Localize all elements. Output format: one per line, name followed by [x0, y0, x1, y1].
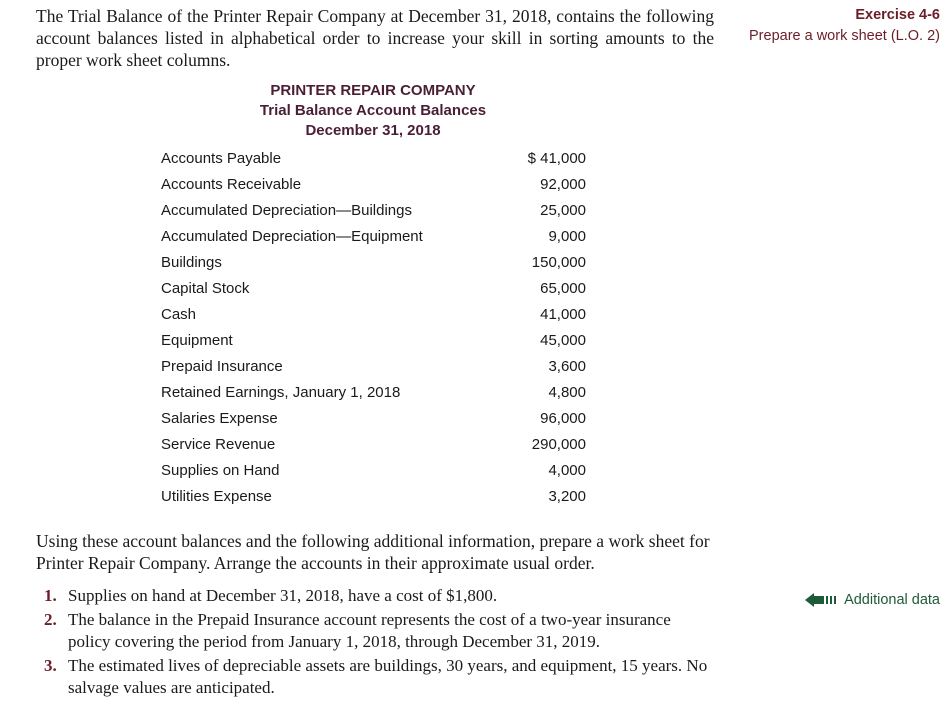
account-name: Capital Stock: [161, 279, 250, 297]
account-amount: 3,200: [548, 487, 586, 505]
account-amount: 25,000: [540, 201, 586, 219]
statement-date: December 31, 2018: [305, 122, 441, 139]
company-name: PRINTER REPAIR COMPANY: [270, 82, 476, 99]
account-name: Supplies on Hand: [161, 461, 280, 479]
item-number: 3.: [44, 656, 57, 675]
table-row: [161, 379, 591, 405]
table-row: [161, 431, 591, 457]
account-name: Utilities Expense: [161, 487, 272, 505]
account-amount: $ 41,000: [527, 149, 586, 167]
account-amount: 92,000: [540, 175, 586, 193]
table-row: [161, 249, 591, 275]
table-row: [161, 145, 591, 171]
account-name: Retained Earnings, January 1, 2018: [161, 383, 401, 401]
table-row: [161, 171, 591, 197]
account-name: Equipment: [161, 331, 233, 349]
statement-title: Trial Balance Account Balances: [259, 102, 487, 119]
item-number: 2.: [44, 610, 57, 629]
account-name: Prepaid Insurance: [161, 357, 283, 375]
exercise-objective: Prepare a work sheet (L.O. 2): [749, 28, 940, 44]
account-amount: 4,000: [548, 461, 586, 479]
table-row: [161, 353, 591, 379]
list-item: [44, 609, 716, 653]
table-row: [161, 327, 591, 353]
table-row: [161, 483, 591, 509]
table-row: [161, 197, 591, 223]
account-name: Buildings: [161, 253, 222, 271]
table-row: [161, 457, 591, 483]
account-name: Service Revenue: [161, 435, 276, 453]
account-amount: 150,000: [531, 253, 586, 271]
account-amount: 4,800: [548, 383, 586, 401]
account-amount: 45,000: [540, 331, 586, 349]
item-text: The balance in the Prepaid Insurance account represents the cost of a two-year insurance policy covering the period from January 1, 2018, through December 31, 2019.: [68, 610, 671, 651]
account-name: Accounts Payable: [161, 149, 282, 167]
additional-data-label: Additional data: [844, 592, 940, 608]
additional-information-list: [44, 585, 716, 701]
arrow-left-icon: [805, 593, 839, 607]
table-row: [161, 405, 591, 431]
list-item: [44, 585, 716, 607]
account-amount: 290,000: [531, 435, 586, 453]
account-amount: 3,600: [548, 357, 586, 375]
account-amount: 96,000: [540, 409, 586, 427]
account-amount: 65,000: [540, 279, 586, 297]
account-name: Accumulated Depreciation—Buildings: [161, 201, 412, 219]
list-item: [44, 655, 716, 699]
table-row: [161, 223, 591, 249]
item-text: The estimated lives of depreciable assets are buildings, 30 years, and equipment, 15 years. No salvage values are anticipated.: [68, 656, 708, 697]
trial-balance-heading: [208, 81, 538, 141]
account-amount: 9,000: [548, 227, 586, 245]
account-balances-table: [161, 145, 591, 509]
exercise-sidebar: [749, 5, 940, 47]
table-row: [161, 301, 591, 327]
additional-data-note: [805, 592, 940, 608]
account-name: Salaries Expense: [161, 409, 278, 427]
account-amount: 41,000: [540, 305, 586, 323]
item-number: 1.: [44, 586, 57, 605]
exercise-number: Exercise 4-6: [855, 7, 940, 23]
account-name: Accounts Receivable: [161, 175, 302, 193]
table-row: [161, 275, 591, 301]
item-text: Supplies on hand at December 31, 2018, have a cost of $1,800.: [68, 586, 498, 605]
intro-paragraph: The Trial Balance of the Printer Repair Company at December 31, 2018, contains the following account balances listed in alphabetical order to increase your skill in sorting amounts to the proper work sheet columns.: [36, 6, 714, 70]
account-name: Accumulated Depreciation—Equipment: [161, 227, 423, 245]
instructions-paragraph: Using these account balances and the following additional information, prepare a work sheet for Printer Repair Company. Arrange the accounts in their approximate usual order.: [36, 531, 710, 573]
account-name: Cash: [161, 305, 197, 323]
